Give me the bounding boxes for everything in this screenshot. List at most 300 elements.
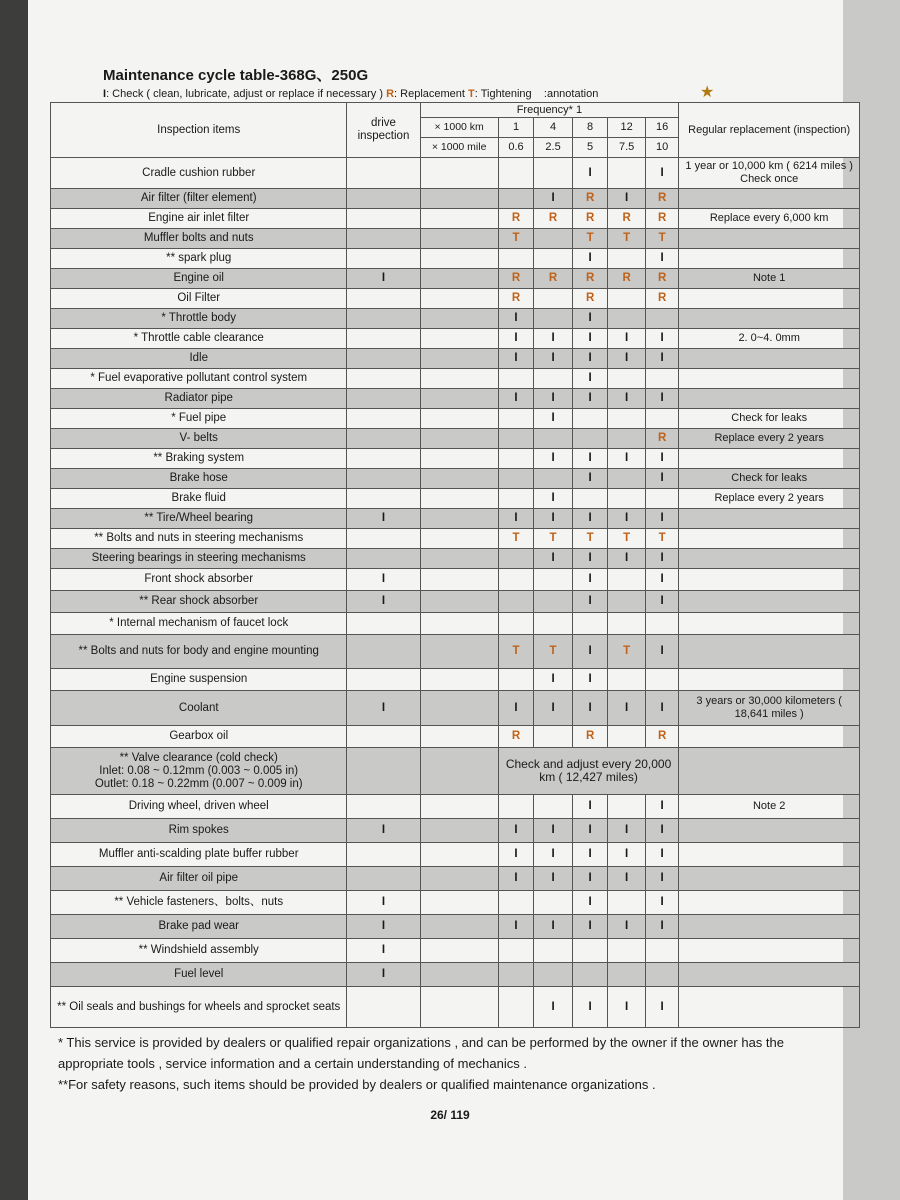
unit-spacer-cell [420, 369, 498, 389]
inspection-item: ** Rear shock absorber [51, 591, 347, 613]
frequency-cell [534, 591, 573, 613]
drive-inspection-cell: I [347, 819, 420, 843]
header-mile-0-6: 0.6 [498, 138, 533, 158]
inspection-item: Oil Filter [51, 289, 347, 309]
table-row [51, 489, 860, 509]
frequency-cell: I [645, 158, 678, 189]
inspection-item: Muffler anti-scalding plate buffer rubber [51, 843, 347, 867]
table-row [51, 269, 860, 289]
unit-spacer-cell [420, 429, 498, 449]
regular-replacement-cell [679, 591, 860, 613]
regular-replacement-cell: Replace every 6,000 km [679, 209, 860, 229]
frequency-cell: R [572, 209, 607, 229]
unit-spacer-cell [420, 691, 498, 726]
inspection-item: ** Windshield assembly [51, 939, 347, 963]
frequency-cell [608, 249, 646, 269]
table-row [51, 329, 860, 349]
frequency-cell: I [645, 915, 678, 939]
drive-inspection-cell [347, 987, 420, 1028]
frequency-cell: R [572, 289, 607, 309]
frequency-cell: I [572, 635, 607, 669]
drive-inspection-cell [347, 189, 420, 209]
table-row [51, 963, 860, 987]
frequency-cell [534, 726, 573, 748]
document-title: Maintenance cycle table-368G、250G [103, 67, 369, 84]
frequency-cell [498, 987, 533, 1028]
unit-spacer-cell [420, 269, 498, 289]
inspection-item: ** spark plug [51, 249, 347, 269]
header-unit-mile: × 1000 mile [420, 138, 498, 158]
drive-inspection-cell: I [347, 963, 420, 987]
table-row [51, 691, 860, 726]
frequency-cell: I [534, 489, 573, 509]
frequency-cell: T [608, 229, 646, 249]
frequency-cell: I [572, 369, 607, 389]
inspection-item: * Throttle cable clearance [51, 329, 347, 349]
drive-inspection-cell: I [347, 509, 420, 529]
frequency-cell [608, 289, 646, 309]
drive-inspection-cell [347, 229, 420, 249]
drive-inspection-cell: I [347, 691, 420, 726]
legend-annotation-text: :annotation [543, 88, 599, 100]
header-km-1: 1 [498, 118, 533, 138]
frequency-cell: R [498, 209, 533, 229]
legend-t-key: T [468, 88, 475, 100]
inspection-item: ** Bolts and nuts in steering mechanisms [51, 529, 347, 549]
unit-spacer-cell [420, 329, 498, 349]
frequency-cell: I [572, 389, 607, 409]
unit-spacer-cell [420, 891, 498, 915]
frequency-cell [572, 963, 607, 987]
frequency-cell: I [572, 591, 607, 613]
header-km-8: 8 [572, 118, 607, 138]
frequency-cell: R [498, 269, 533, 289]
frequency-cell: I [645, 509, 678, 529]
frequency-cell [608, 795, 646, 819]
header-mile-5: 5 [572, 138, 607, 158]
frequency-cell: R [498, 726, 533, 748]
inspection-item: Front shock absorber [51, 569, 347, 591]
table-row [51, 409, 860, 429]
frequency-cell [645, 613, 678, 635]
regular-replacement-cell [679, 963, 860, 987]
frequency-cell: I [498, 389, 533, 409]
frequency-cell: I [608, 867, 646, 891]
unit-spacer-cell [420, 819, 498, 843]
frequency-cell: R [608, 209, 646, 229]
frequency-cell [498, 591, 533, 613]
frequency-cell [498, 669, 533, 691]
frequency-cell [534, 569, 573, 591]
table-row [51, 469, 860, 489]
frequency-cell [498, 409, 533, 429]
drive-inspection-cell [347, 409, 420, 429]
legend-r-text: : Replacement [394, 88, 465, 100]
frequency-cell: T [645, 529, 678, 549]
frequency-cell [608, 309, 646, 329]
unit-spacer-cell [420, 409, 498, 429]
valve-clearance-line: Outlet: 0.18 ~ 0.22mm (0.007 ~ 0.009 in) [94, 777, 303, 790]
frequency-cell [498, 549, 533, 569]
frequency-cell [498, 963, 533, 987]
frequency-cell: T [498, 635, 533, 669]
frequency-cell: I [645, 691, 678, 726]
frequency-cell: I [498, 329, 533, 349]
header-unit-km: × 1000 km [420, 118, 498, 138]
frequency-cell: I [534, 329, 573, 349]
frequency-cell: I [645, 795, 678, 819]
frequency-cell [572, 429, 607, 449]
inspection-item: ** Bolts and nuts for body and engine mounting [51, 635, 347, 669]
table-row [51, 891, 860, 915]
drive-inspection-cell [347, 349, 420, 369]
legend-t-text: : Tightening [474, 88, 532, 100]
table-row [51, 549, 860, 569]
frequency-cell [534, 795, 573, 819]
drive-inspection-cell [347, 726, 420, 748]
regular-replacement-cell [679, 229, 860, 249]
regular-replacement-cell: Replace every 2 years [679, 429, 860, 449]
table-row [51, 249, 860, 269]
frequency-cell [498, 613, 533, 635]
frequency-cell: R [645, 209, 678, 229]
drive-inspection-cell [347, 369, 420, 389]
frequency-cell [498, 189, 533, 209]
drive-inspection-cell [347, 669, 420, 691]
regular-replacement-cell [679, 987, 860, 1028]
inspection-item: Muffler bolts and nuts [51, 229, 347, 249]
frequency-cell: I [498, 867, 533, 891]
unit-spacer-cell [420, 549, 498, 569]
frequency-cell [608, 569, 646, 591]
frequency-cell: T [572, 229, 607, 249]
frequency-cell: I [498, 915, 533, 939]
regular-replacement-cell [679, 939, 860, 963]
inspection-item: Rim spokes [51, 819, 347, 843]
frequency-cell: R [645, 269, 678, 289]
unit-spacer-cell [420, 963, 498, 987]
frequency-cell [498, 449, 533, 469]
frequency-cell: I [645, 819, 678, 843]
table-row [51, 669, 860, 691]
frequency-cell: I [608, 843, 646, 867]
frequency-cell: I [572, 691, 607, 726]
drive-inspection-cell: I [347, 569, 420, 591]
regular-replacement-cell [679, 867, 860, 891]
unit-spacer-cell [420, 987, 498, 1028]
frequency-cell: T [534, 635, 573, 669]
unit-spacer-cell [420, 349, 498, 369]
frequency-cell: I [645, 635, 678, 669]
frequency-cell: I [645, 891, 678, 915]
drive-inspection-cell [347, 289, 420, 309]
frequency-cell: I [572, 509, 607, 529]
frequency-cell: I [572, 843, 607, 867]
frequency-cell: T [608, 529, 646, 549]
table-row [51, 209, 860, 229]
regular-replacement-cell [679, 549, 860, 569]
frequency-cell [534, 939, 573, 963]
frequency-cell: I [534, 669, 573, 691]
regular-replacement-cell [679, 819, 860, 843]
table-row [51, 309, 860, 329]
frequency-cell: T [534, 529, 573, 549]
table-header-row-1 [51, 103, 860, 118]
regular-replacement-cell [679, 635, 860, 669]
legend-i-text: : Check ( clean, lubricate, adjust or replace if necessary ) [106, 88, 384, 100]
regular-replacement-cell: Check for leaks [679, 469, 860, 489]
frequency-cell [572, 489, 607, 509]
table-row [51, 613, 860, 635]
unit-spacer-cell [420, 309, 498, 329]
unit-spacer-cell [420, 509, 498, 529]
frequency-cell: I [645, 591, 678, 613]
inspection-item: V- belts [51, 429, 347, 449]
regular-replacement-cell [679, 529, 860, 549]
frequency-cell [498, 469, 533, 489]
drive-inspection-cell [347, 529, 420, 549]
inspection-item: Brake fluid [51, 489, 347, 509]
regular-replacement-cell [679, 509, 860, 529]
table-row [51, 635, 860, 669]
frequency-cell: R [645, 289, 678, 309]
drive-inspection-cell: I [347, 939, 420, 963]
frequency-cell [608, 891, 646, 915]
frequency-cell [645, 309, 678, 329]
drive-inspection-cell: I [347, 591, 420, 613]
unit-spacer-cell [420, 289, 498, 309]
frequency-cell: I [534, 449, 573, 469]
frequency-cell: I [645, 449, 678, 469]
header-mile-7-5: 7.5 [608, 138, 646, 158]
frequency-cell: I [645, 843, 678, 867]
regular-replacement-cell: Note 2 [679, 795, 860, 819]
inspection-item: ** Braking system [51, 449, 347, 469]
header-km-12: 12 [608, 118, 646, 138]
frequency-cell: I [572, 549, 607, 569]
regular-replacement-cell: Note 1 [679, 269, 860, 289]
inspection-item: Brake pad wear [51, 915, 347, 939]
table-row [51, 229, 860, 249]
frequency-cell [498, 369, 533, 389]
frequency-cell [498, 939, 533, 963]
frequency-cell: I [608, 329, 646, 349]
drive-inspection-cell [347, 613, 420, 635]
regular-replacement-cell [679, 449, 860, 469]
regular-replacement-cell [679, 249, 860, 269]
frequency-cell: I [534, 409, 573, 429]
frequency-cell [608, 369, 646, 389]
unit-spacer-cell [420, 229, 498, 249]
unit-spacer-cell [420, 189, 498, 209]
unit-spacer-cell [420, 748, 498, 795]
header-mile-2-5: 2.5 [534, 138, 573, 158]
drive-inspection-cell: I [347, 915, 420, 939]
unit-spacer-cell [420, 469, 498, 489]
header-drive-inspection: drive inspection [347, 103, 420, 158]
frequency-cell: I [645, 569, 678, 591]
table-row [51, 569, 860, 591]
frequency-cell [534, 613, 573, 635]
unit-spacer-cell [420, 249, 498, 269]
valve-clearance-frequency: Check and adjust every 20,000 km ( 12,427 miles) [498, 748, 679, 795]
drive-inspection-cell [347, 449, 420, 469]
regular-replacement-cell: Check for leaks [679, 409, 860, 429]
regular-replacement-cell [679, 569, 860, 591]
frequency-cell [608, 591, 646, 613]
frequency-cell [534, 369, 573, 389]
frequency-cell [498, 891, 533, 915]
inspection-item-valve-clearance [51, 748, 347, 795]
frequency-cell: I [572, 569, 607, 591]
regular-replacement-cell [679, 843, 860, 867]
table-row [51, 509, 860, 529]
frequency-cell: I [645, 549, 678, 569]
inspection-item: Fuel level [51, 963, 347, 987]
unit-spacer-cell [420, 915, 498, 939]
table-row [51, 843, 860, 867]
frequency-cell [534, 229, 573, 249]
frequency-cell [534, 289, 573, 309]
frequency-cell: I [534, 389, 573, 409]
unit-spacer-cell [420, 389, 498, 409]
frequency-cell: I [572, 158, 607, 189]
frequency-cell [498, 158, 533, 189]
regular-replacement-cell: 3 years or 30,000 kilometers ( 18,641 miles ) [679, 691, 860, 726]
frequency-cell: I [572, 669, 607, 691]
inspection-item: Air filter oil pipe [51, 867, 347, 891]
inspection-item: ** Tire/Wheel bearing [51, 509, 347, 529]
frequency-cell: I [645, 469, 678, 489]
frequency-cell: R [572, 189, 607, 209]
table-row [51, 429, 860, 449]
frequency-cell [572, 939, 607, 963]
frequency-cell: I [498, 819, 533, 843]
inspection-item: * Fuel pipe [51, 409, 347, 429]
frequency-cell [608, 469, 646, 489]
table-row [51, 349, 860, 369]
unit-spacer-cell [420, 795, 498, 819]
frequency-cell [498, 569, 533, 591]
frequency-cell [608, 158, 646, 189]
table-row [51, 795, 860, 819]
frequency-cell: I [645, 349, 678, 369]
frequency-cell [608, 669, 646, 691]
header-mile-10: 10 [645, 138, 678, 158]
unit-spacer-cell [420, 529, 498, 549]
frequency-cell [608, 963, 646, 987]
unit-spacer-cell [420, 939, 498, 963]
header-km-4: 4 [534, 118, 573, 138]
frequency-cell: I [572, 449, 607, 469]
frequency-cell: I [572, 469, 607, 489]
unit-spacer-cell [420, 613, 498, 635]
frequency-cell: I [534, 691, 573, 726]
inspection-item: Steering bearings in steering mechanisms [51, 549, 347, 569]
table-row [51, 529, 860, 549]
table-row [51, 158, 860, 189]
frequency-cell: T [645, 229, 678, 249]
frequency-cell: I [534, 867, 573, 891]
frequency-cell [572, 409, 607, 429]
table-row [51, 939, 860, 963]
frequency-cell: I [608, 819, 646, 843]
frequency-cell: I [534, 987, 573, 1028]
regular-replacement-cell [679, 349, 860, 369]
table-row [51, 915, 860, 939]
frequency-cell: R [645, 189, 678, 209]
unit-spacer-cell [420, 569, 498, 591]
regular-replacement-cell [679, 613, 860, 635]
frequency-cell [608, 429, 646, 449]
inspection-item: Idle [51, 349, 347, 369]
table-row [51, 449, 860, 469]
regular-replacement-cell: 2. 0~4. 0mm [679, 329, 860, 349]
frequency-cell: I [572, 249, 607, 269]
frequency-cell [498, 429, 533, 449]
header-km-16: 16 [645, 118, 678, 138]
drive-inspection-cell [347, 843, 420, 867]
frequency-cell: T [572, 529, 607, 549]
frequency-cell [498, 489, 533, 509]
frequency-cell: I [572, 349, 607, 369]
inspection-item: Brake hose [51, 469, 347, 489]
unit-spacer-cell [420, 158, 498, 189]
table-row [51, 819, 860, 843]
drive-inspection-cell [347, 389, 420, 409]
valve-clearance-line: ** Valve clearance (cold check) [119, 751, 278, 764]
regular-replacement-cell [679, 726, 860, 748]
table-row [51, 369, 860, 389]
inspection-item: Coolant [51, 691, 347, 726]
frequency-cell: I [534, 509, 573, 529]
annotation-star-icon: ★ [700, 84, 715, 101]
frequency-cell [645, 489, 678, 509]
table-row [51, 867, 860, 891]
frequency-cell [572, 613, 607, 635]
frequency-cell: R [534, 209, 573, 229]
frequency-cell [645, 963, 678, 987]
drive-inspection-cell: I [347, 269, 420, 289]
frequency-cell [608, 939, 646, 963]
frequency-cell [534, 429, 573, 449]
frequency-cell: I [608, 691, 646, 726]
table-row [51, 591, 860, 613]
header-frequency: Frequency* 1 [420, 103, 679, 118]
frequency-cell [534, 469, 573, 489]
header-regular-replacement: Regular replacement (inspection) [679, 103, 860, 158]
drive-inspection-cell [347, 795, 420, 819]
table-row [51, 189, 860, 209]
regular-replacement-cell [679, 189, 860, 209]
frequency-cell: R [534, 269, 573, 289]
frequency-cell [645, 409, 678, 429]
frequency-cell: I [534, 189, 573, 209]
frequency-cell [534, 309, 573, 329]
frequency-cell: I [498, 691, 533, 726]
frequency-cell: I [498, 843, 533, 867]
regular-replacement-cell: 1 year or 10,000 km ( 6214 miles ) Check once [679, 158, 860, 189]
inspection-item: Engine suspension [51, 669, 347, 691]
inspection-item: ** Vehicle fasteners、bolts、nuts [51, 891, 347, 915]
frequency-cell: I [534, 349, 573, 369]
inspection-item: Engine air inlet filter [51, 209, 347, 229]
frequency-cell: I [534, 915, 573, 939]
frequency-cell: I [608, 449, 646, 469]
frequency-cell: I [534, 843, 573, 867]
frequency-cell [534, 249, 573, 269]
frequency-cell: I [645, 987, 678, 1028]
